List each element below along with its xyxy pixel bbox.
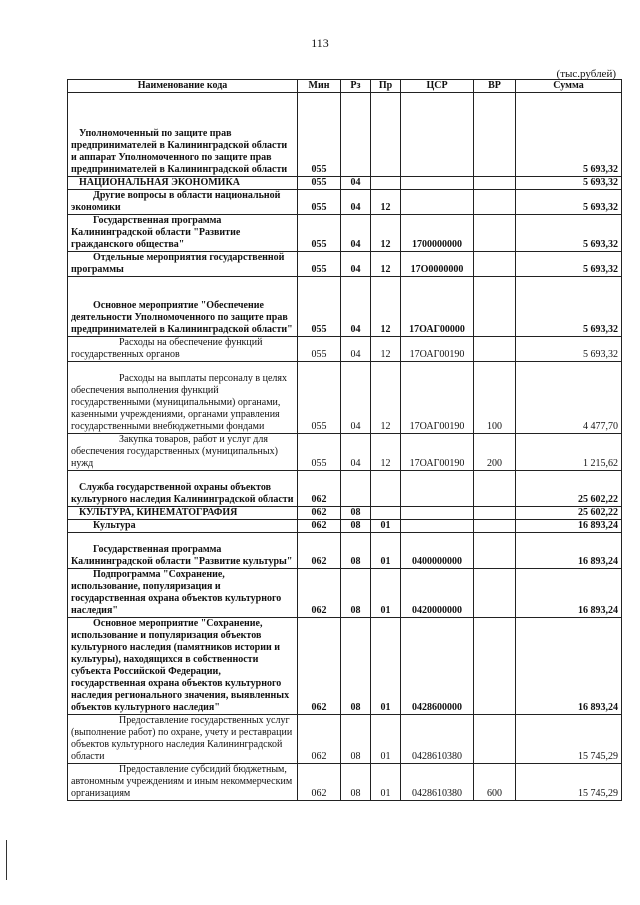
- cell-sum: 1 215,62: [516, 434, 622, 471]
- table-row: [68, 337, 622, 362]
- cell-rz: [341, 93, 371, 177]
- cell-vr: 600: [474, 764, 516, 801]
- cell-sum: 5 693,32: [516, 177, 622, 190]
- budget-table: [67, 79, 622, 801]
- units-label: (тыс.рублей): [556, 68, 616, 80]
- table-row: [68, 93, 622, 177]
- table-row: [68, 520, 622, 533]
- cell-sum: 5 693,32: [516, 252, 622, 277]
- cell-sum: 15 745,29: [516, 715, 622, 764]
- cell-min: 062: [298, 520, 341, 533]
- cell-sum: 5 693,32: [516, 190, 622, 215]
- table-row: [68, 471, 622, 507]
- cell-csr: [401, 177, 474, 190]
- header-vr: ВР: [474, 80, 516, 93]
- table-row: [68, 190, 622, 215]
- cell-sum: 5 693,32: [516, 337, 622, 362]
- cell-csr: 0428600000: [401, 618, 474, 715]
- table-row: [68, 215, 622, 252]
- cell-min: 055: [298, 362, 341, 434]
- cell-vr: [474, 277, 516, 337]
- cell-vr: [474, 715, 516, 764]
- cell-name: Отдельные мероприятия государственной программы: [68, 252, 298, 277]
- cell-pr: 01: [371, 715, 401, 764]
- cell-vr: [474, 569, 516, 618]
- cell-csr: 1700000000: [401, 215, 474, 252]
- cell-pr: 01: [371, 569, 401, 618]
- cell-vr: [474, 252, 516, 277]
- cell-min: 055: [298, 252, 341, 277]
- cell-name: Расходы на обеспечение функций государственных органов: [68, 337, 298, 362]
- cell-min: 062: [298, 764, 341, 801]
- cell-name: Предоставление субсидий бюджетным, автономным учреждениям и иным некоммерческим организациям: [68, 764, 298, 801]
- cell-sum: 15 745,29: [516, 764, 622, 801]
- table-row: [68, 764, 622, 801]
- margin-mark: [6, 840, 7, 880]
- cell-rz: 04: [341, 190, 371, 215]
- cell-rz: 08: [341, 520, 371, 533]
- header-rz: Рз: [341, 80, 371, 93]
- cell-min: 055: [298, 277, 341, 337]
- table-row: [68, 277, 622, 337]
- cell-min: 055: [298, 215, 341, 252]
- cell-name: КУЛЬТУРА, КИНЕМАТОГРАФИЯ: [68, 507, 298, 520]
- cell-csr: 0420000000: [401, 569, 474, 618]
- cell-name: Государственная программа Калининградской области "Развитие гражданского общества": [68, 215, 298, 252]
- table-body: [68, 93, 622, 801]
- cell-rz: 04: [341, 215, 371, 252]
- cell-pr: [371, 93, 401, 177]
- cell-rz: 04: [341, 337, 371, 362]
- cell-min: 062: [298, 471, 341, 507]
- cell-vr: [474, 533, 516, 569]
- cell-rz: 08: [341, 533, 371, 569]
- cell-min: 055: [298, 434, 341, 471]
- cell-name: Основное мероприятие "Обеспечение деятельности Уполномоченного по защите прав предпринимателей в Калининградской области": [68, 277, 298, 337]
- cell-name: НАЦИОНАЛЬНАЯ ЭКОНОМИКА: [68, 177, 298, 190]
- cell-name: Другие вопросы в области национальной экономики: [68, 190, 298, 215]
- cell-rz: 04: [341, 434, 371, 471]
- cell-rz: 08: [341, 618, 371, 715]
- cell-vr: [474, 215, 516, 252]
- table-row: [68, 252, 622, 277]
- cell-name: Служба государственной охраны объектов культурного наследия Калининградской области: [68, 471, 298, 507]
- cell-csr: [401, 190, 474, 215]
- table-row: [68, 618, 622, 715]
- cell-csr: 0428610380: [401, 764, 474, 801]
- cell-sum: 4 477,70: [516, 362, 622, 434]
- header-min: Мин: [298, 80, 341, 93]
- cell-pr: 12: [371, 190, 401, 215]
- cell-name: Расходы на выплаты персоналу в целях обеспечения выполнения функций государственными (муниципальными) органами, казенными учреждениями, органами управления государственными внебюджетными фондами: [68, 362, 298, 434]
- cell-min: 062: [298, 533, 341, 569]
- table-row: [68, 507, 622, 520]
- cell-csr: 0400000000: [401, 533, 474, 569]
- cell-vr: 200: [474, 434, 516, 471]
- cell-csr: [401, 520, 474, 533]
- cell-vr: 100: [474, 362, 516, 434]
- cell-csr: 17ОАГ00190: [401, 434, 474, 471]
- cell-pr: 12: [371, 362, 401, 434]
- table-row: [68, 533, 622, 569]
- header-name: Наименование кода: [68, 80, 298, 93]
- cell-vr: [474, 520, 516, 533]
- cell-name: Государственная программа Калининградской области "Развитие культуры": [68, 533, 298, 569]
- cell-pr: [371, 471, 401, 507]
- cell-vr: [474, 337, 516, 362]
- cell-name: Подпрограмма "Сохранение, использование, популяризация и государственная охрана объектов культурного наследия": [68, 569, 298, 618]
- table-row: [68, 434, 622, 471]
- cell-pr: 12: [371, 252, 401, 277]
- cell-pr: 12: [371, 337, 401, 362]
- cell-sum: 25 602,22: [516, 471, 622, 507]
- cell-sum: 16 893,24: [516, 533, 622, 569]
- cell-pr: 01: [371, 520, 401, 533]
- cell-rz: 04: [341, 177, 371, 190]
- cell-sum: 5 693,32: [516, 93, 622, 177]
- header-csr: ЦСР: [401, 80, 474, 93]
- header-sum: Сумма: [516, 80, 622, 93]
- cell-pr: [371, 177, 401, 190]
- cell-csr: 17ОАГ00190: [401, 362, 474, 434]
- cell-min: 055: [298, 337, 341, 362]
- cell-csr: 0428610380: [401, 715, 474, 764]
- cell-pr: 12: [371, 215, 401, 252]
- cell-name: Предоставление государственных услуг (выполнение работ) по охране, учету и реставрации объектов культурного наследия Калининградской области: [68, 715, 298, 764]
- cell-vr: [474, 93, 516, 177]
- cell-sum: 5 693,32: [516, 277, 622, 337]
- cell-min: 055: [298, 177, 341, 190]
- cell-sum: 16 893,24: [516, 569, 622, 618]
- cell-pr: 01: [371, 764, 401, 801]
- table-row: [68, 569, 622, 618]
- cell-pr: 12: [371, 277, 401, 337]
- cell-min: 062: [298, 618, 341, 715]
- page-number: 113: [311, 36, 329, 50]
- cell-min: 055: [298, 93, 341, 177]
- cell-rz: 08: [341, 507, 371, 520]
- cell-min: 055: [298, 190, 341, 215]
- cell-csr: [401, 507, 474, 520]
- cell-min: 062: [298, 507, 341, 520]
- cell-sum: 5 693,32: [516, 215, 622, 252]
- table-header-row: [68, 80, 622, 93]
- cell-csr: 17ОАГ00190: [401, 337, 474, 362]
- cell-name: Основное мероприятие "Сохранение, использование и популяризация объектов культурного наследия (памятников истории и культуры), находящихся в собственности субъекта Российской Федерации, государственная охрана объектов культурного наследия регионального значения, выявленных объектов культурного наследия": [68, 618, 298, 715]
- cell-vr: [474, 618, 516, 715]
- cell-csr: [401, 471, 474, 507]
- cell-vr: [474, 471, 516, 507]
- cell-name: Культура: [68, 520, 298, 533]
- cell-pr: 12: [371, 434, 401, 471]
- cell-pr: 01: [371, 618, 401, 715]
- cell-rz: 08: [341, 569, 371, 618]
- cell-vr: [474, 507, 516, 520]
- cell-rz: 04: [341, 277, 371, 337]
- cell-csr: 17О0000000: [401, 252, 474, 277]
- cell-min: 062: [298, 569, 341, 618]
- cell-rz: 04: [341, 252, 371, 277]
- cell-rz: 04: [341, 362, 371, 434]
- cell-pr: [371, 507, 401, 520]
- cell-vr: [474, 190, 516, 215]
- cell-min: 062: [298, 715, 341, 764]
- cell-rz: [341, 471, 371, 507]
- cell-csr: [401, 93, 474, 177]
- cell-csr: 17ОАГ00000: [401, 277, 474, 337]
- cell-rz: 08: [341, 715, 371, 764]
- cell-name: Уполномоченный по защите прав предпринимателей в Калининградской области и аппарат Уполномоченного по защите прав предпринимателей в Калининградской области: [68, 93, 298, 177]
- cell-name: Закупка товаров, работ и услуг для обеспечения государственных (муниципальных) нужд: [68, 434, 298, 471]
- header-pr: Пр: [371, 80, 401, 93]
- table-row: [68, 362, 622, 434]
- cell-rz: 08: [341, 764, 371, 801]
- cell-sum: 25 602,22: [516, 507, 622, 520]
- table-row: [68, 715, 622, 764]
- table-row: [68, 177, 622, 190]
- cell-sum: 16 893,24: [516, 618, 622, 715]
- cell-pr: 01: [371, 533, 401, 569]
- cell-vr: [474, 177, 516, 190]
- cell-sum: 16 893,24: [516, 520, 622, 533]
